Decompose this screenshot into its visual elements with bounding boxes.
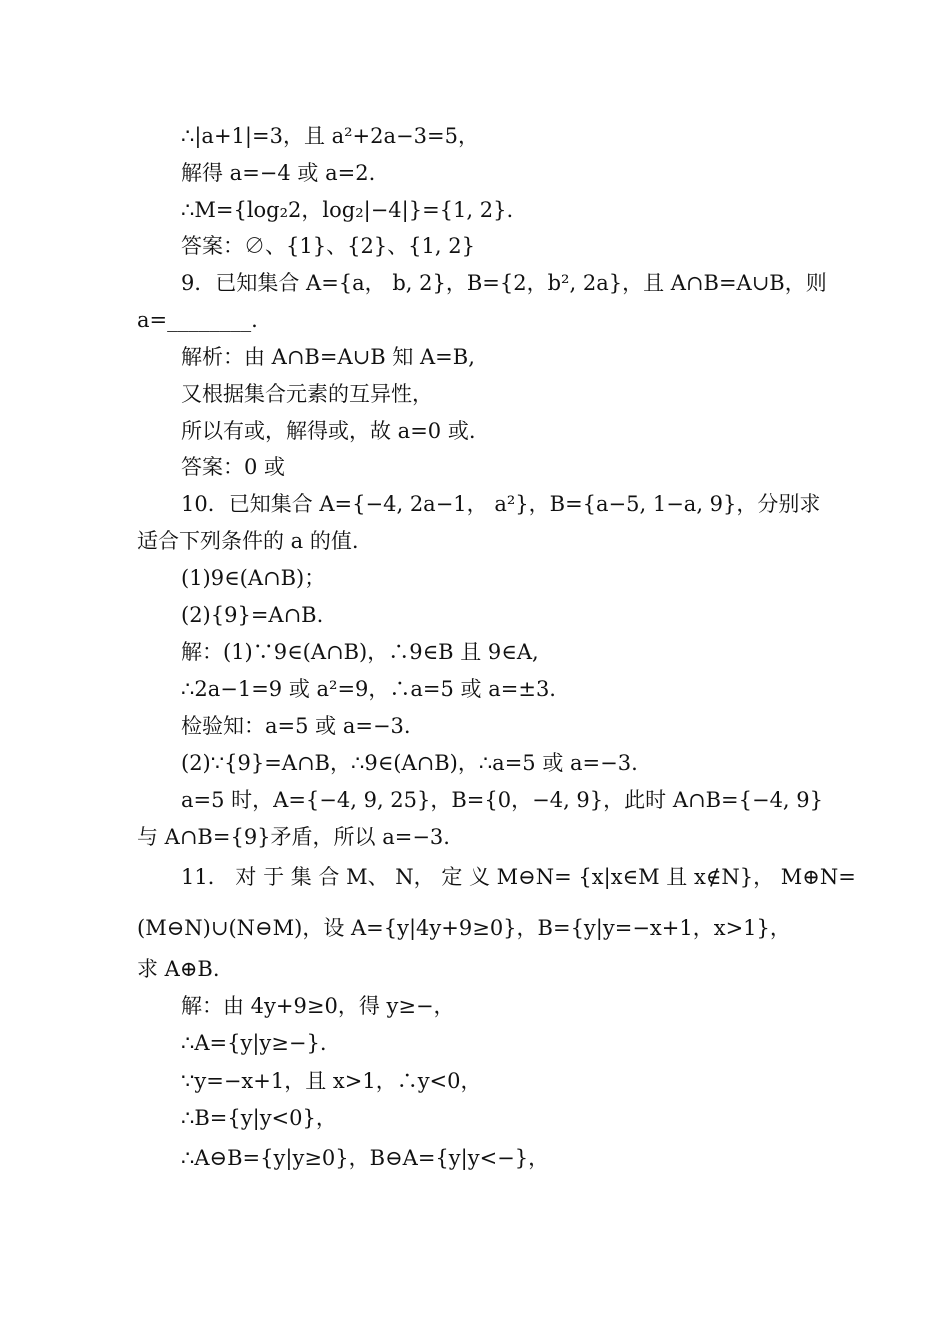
text-line: (2)∵{9}=A∩B，∴9∈(A∩B)，∴a=5 或 a=−3. [181, 751, 638, 775]
solution-line: 解：由 4y+9≥0，得 y≥−， [181, 994, 455, 1018]
text-line: a=________. [137, 308, 258, 332]
text-line: (1)9∈(A∩B)； [181, 566, 326, 590]
text-line: (M⊖N)∪(N⊖M)，设 A={y|4y+9≥0}，B={y|y=−x+1，x>1}， [137, 916, 791, 940]
text-line: a=5 时，A={−4, 9, 25}，B={0，−4, 9}，此时 A∩B={−4, 9} [181, 788, 824, 812]
solution-line: 解：(1)∵9∈(A∩B)，∴9∈B 且 9∈A, [181, 640, 539, 664]
text-line: 检验知：a=5 或 a=−3. [181, 714, 411, 738]
text-line: ∴B={y|y<0}， [181, 1106, 337, 1130]
analysis-line: 解析：由 A∩B=A∪B 知 A=B, [181, 345, 475, 369]
text-line: ∴|a+1|=3，且 a²+2a−3=5， [181, 124, 479, 148]
text-line: 与 A∩B={9}矛盾，所以 a=−3. [137, 825, 450, 849]
text-line: 求 A⊕B. [137, 957, 220, 981]
text-line: ∵y=−x+1，且 x>1，∴y<0， [181, 1069, 482, 1093]
text-line: ∴M={log₂2，log₂|−4|}={1, 2}. [181, 198, 514, 222]
text-line: 适合下列条件的 a 的值. [137, 529, 359, 553]
text-line: (2){9}=A∩B. [181, 603, 324, 627]
text-line: ∴A⊖B={y|y≥0}，B⊖A={y|y<−}， [181, 1146, 550, 1170]
text-line: 又根据集合元素的互异性， [181, 382, 433, 406]
answer-line: 答案：0 或 [181, 455, 286, 479]
question-11: 11． 对 于 集 合 M、 N， 定 义 M⊖N= {x|x∈M 且 x∉N}， M⊕N= [181, 865, 856, 889]
text-line: ∴2a−1=9 或 a²=9，∴a=5 或 a=±3. [181, 677, 556, 701]
text-line: 所以有或，解得或，故 a=0 或. [181, 419, 476, 443]
question-10: 10．已知集合 A={−4, 2a−1， a²}，B={a−5, 1−a, 9}，分别求 [181, 492, 821, 516]
question-9: 9．已知集合 A={a， b, 2}，B={2，b², 2a}，且 A∩B=A∪B，则 [181, 271, 827, 295]
text-line: ∴A={y|y≥−}. [181, 1031, 327, 1055]
answer-line: 答案：∅、{1}、{2}、{1, 2} [181, 234, 475, 258]
text-line: 解得 a=−4 或 a=2. [181, 161, 376, 185]
